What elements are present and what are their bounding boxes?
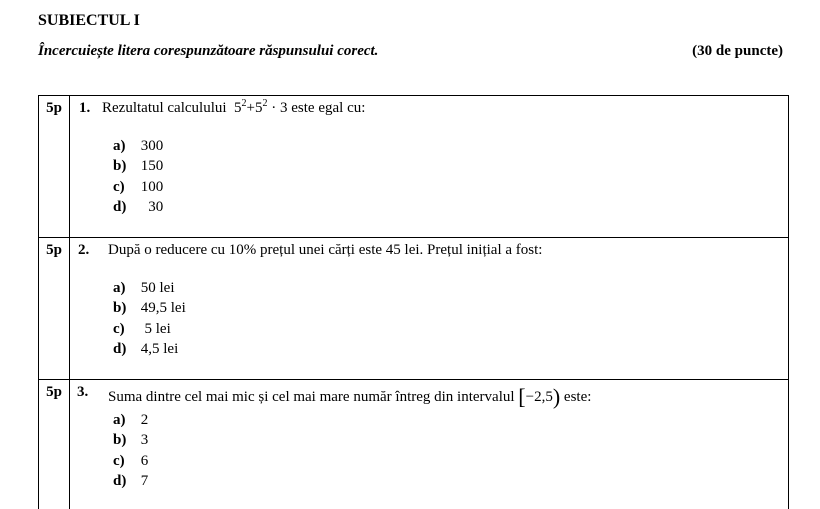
answer-option[interactable]: c) 5 lei — [113, 320, 171, 337]
question-text: Rezultatul calculului $5^2+5^2 \cdot 3$ este egal cu: — [102, 98, 366, 116]
answer-option[interactable]: b) 3 — [113, 432, 149, 449]
answer-options — [113, 410, 148, 491]
question-number: 3. — [77, 384, 89, 400]
answer-option[interactable]: b) 150 — [113, 158, 164, 175]
section-title: SUBIECTUL I — [38, 12, 140, 29]
answer-options — [113, 278, 186, 359]
question-cell — [70, 238, 788, 379]
math-expression: $5^2+5^2 \cdot 3$ — [234, 98, 288, 116]
answer-option[interactable]: a) 50 lei — [113, 280, 175, 296]
answer-option[interactable]: b) 49,5 lei — [113, 300, 186, 317]
total-points: (30 de puncte) — [692, 43, 783, 59]
answer-option[interactable]: a) 300 — [113, 138, 164, 154]
answer-options — [113, 136, 163, 217]
answer-option[interactable]: d) 7 — [113, 472, 149, 489]
answer-option[interactable]: d) 4,5 lei — [113, 340, 179, 357]
question-row-2 — [39, 238, 788, 380]
answer-option[interactable]: c) 6 — [113, 452, 149, 469]
answer-option[interactable]: a) 2 — [113, 412, 149, 428]
question-cell — [70, 96, 788, 237]
question-points: 5p — [39, 96, 70, 237]
question-text: După o reducere cu 10% prețul unei cărți este 45 lei. Prețul inițial a fost: — [108, 242, 543, 258]
questions-table — [38, 95, 789, 509]
math-interval: [−2,5) — [518, 384, 561, 409]
answer-option[interactable]: c) 100 — [113, 178, 164, 195]
question-points: 5p — [39, 380, 70, 509]
question-text: Suma dintre cel mai mic și cel mai mare număr întreg din intervalul [−2,5) este: — [108, 384, 592, 409]
question-row-3 — [39, 380, 788, 509]
question-number: 1. — [79, 100, 91, 116]
answer-option[interactable]: d) 30 — [113, 198, 164, 215]
question-row-1 — [39, 96, 788, 238]
instruction-text: Încercuiește litera corespunzătoare răspunsului corect. — [38, 43, 379, 59]
question-points: 5p — [39, 238, 70, 379]
question-cell — [70, 380, 788, 509]
question-number: 2. — [78, 242, 90, 258]
